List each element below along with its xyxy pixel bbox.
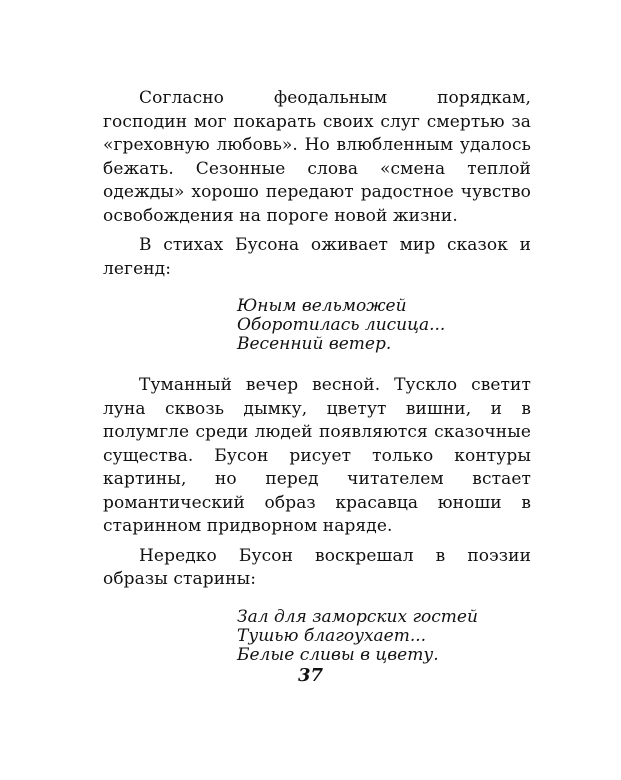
page-number: 37 bbox=[297, 665, 324, 686]
paragraph-buson-antiquity: Нередко Бусон воскрешал в поэзии образы старины: bbox=[103, 545, 531, 589]
haiku-line: Тушью благоухает... bbox=[237, 625, 427, 646]
haiku-line: Юным вельможей bbox=[237, 296, 407, 316]
haiku-young-noble bbox=[237, 297, 531, 354]
haiku-line: Весенний ветер. bbox=[237, 334, 392, 354]
paragraph-feudal-order: Согласно феодальным порядкам, господин мог покарать своих слуг смертью за «греховную любовь». Но влюбленным удалось бежать. Сезонные слова «смена теплой одежды» хорошо передают радостное чувство освобождения на пороге новой жизни. bbox=[103, 88, 531, 226]
page-body bbox=[103, 87, 531, 685]
haiku-hall-for-guests bbox=[237, 608, 531, 665]
haiku-line: Оборотилась лисица... bbox=[237, 315, 446, 335]
haiku-line: Белые сливы в цвету. bbox=[237, 644, 439, 665]
paragraph-misty-evening: Туманный вечер весной. Тускло светит луна сквозь дымку, цветут вишни, и в полумгле среди людей появляются сказочные существа. Бусон рисует только контуры картины, но перед читателем встает романтический образ красавца юноши в старинном придворном наряде. bbox=[103, 375, 531, 536]
paragraph-buson-fairy-tales: В стихах Бусона оживает мир сказок и легенд: bbox=[103, 235, 531, 279]
haiku-line: Зал для заморских гостей bbox=[237, 606, 478, 627]
